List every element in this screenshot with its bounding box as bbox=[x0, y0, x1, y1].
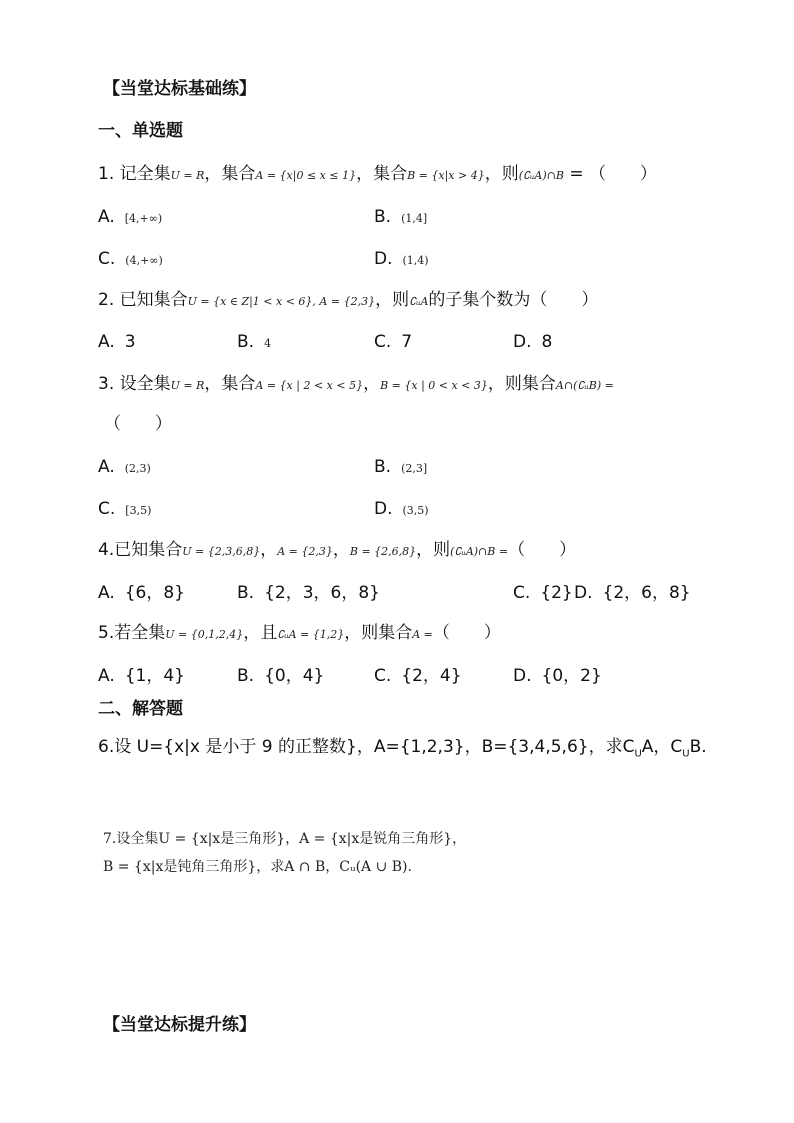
math-expr: A = bbox=[412, 628, 433, 641]
question-7-line-1 bbox=[103, 828, 466, 848]
question-text: ，则 bbox=[375, 290, 410, 310]
q3-option-b[interactable]: B. (2,3] bbox=[374, 457, 428, 477]
q5-option-d[interactable]: D. {0，2} bbox=[513, 666, 602, 686]
question-text: ，且 bbox=[243, 623, 278, 643]
question-3 bbox=[98, 373, 614, 397]
math-expr: U = R bbox=[170, 379, 205, 392]
question-text: ，则 bbox=[484, 164, 519, 184]
math-expr: B = {x|x > 4} bbox=[407, 169, 485, 182]
math-expr: U = {x|x是三角形}，A = {x|x是锐角三角形}， bbox=[158, 831, 467, 847]
q1-option-c[interactable]: C. (4,+∞) bbox=[98, 249, 163, 269]
q3-option-c[interactable]: C. [3,5) bbox=[98, 499, 152, 519]
q5-option-a[interactable]: A. {1，4} bbox=[98, 666, 185, 686]
q2-option-c[interactable]: C. 7 bbox=[374, 332, 413, 352]
question-4 bbox=[98, 539, 576, 563]
math-expr: (∁ᵤA)∩B bbox=[518, 169, 564, 182]
question-5 bbox=[98, 622, 501, 646]
math-expr: A = {x|0 ≤ x ≤ 1} bbox=[255, 169, 357, 182]
question-text: A，C bbox=[641, 737, 683, 757]
question-text: ， bbox=[260, 540, 278, 560]
math-expr: U = R bbox=[170, 169, 205, 182]
question-text: ，则 bbox=[416, 540, 451, 560]
math-expr: A∩(∁ᵤB) = bbox=[555, 379, 614, 392]
question-number: 5. bbox=[98, 623, 115, 643]
math-expr: B = {x | 0 < x < 3} bbox=[380, 379, 488, 392]
question-text: 已知集合 bbox=[119, 290, 188, 310]
question-number: 3. bbox=[98, 374, 115, 394]
q3-option-d[interactable]: D. (3,5) bbox=[374, 499, 429, 519]
question-text: ， bbox=[332, 540, 350, 560]
q4-option-b[interactable]: B. {2，3，6，8} bbox=[237, 583, 380, 603]
question-text: 的子集个数为（ ） bbox=[428, 290, 599, 310]
question-text: 设全集 bbox=[119, 374, 171, 394]
question-text: 7.设全集 bbox=[103, 831, 159, 847]
question-1 bbox=[98, 163, 657, 187]
question-text: 记全集 bbox=[119, 164, 171, 184]
question-text: （ ） bbox=[508, 540, 577, 560]
q4-option-c[interactable]: C. {2} bbox=[513, 583, 573, 603]
subscript: U bbox=[634, 748, 642, 760]
section-header-basic: 【当堂达标基础练】 bbox=[103, 79, 256, 99]
question-text: ，则集合 bbox=[487, 374, 556, 394]
q2-option-b[interactable]: B. 4 bbox=[237, 332, 272, 352]
math-expr: (∁ᵤA)∩B = bbox=[450, 545, 509, 558]
q3-option-a[interactable]: A. (2,3) bbox=[98, 457, 151, 477]
math-expr: ∁ᵤA = {1,2} bbox=[277, 628, 345, 641]
section-header-advanced: 【当堂达标提升练】 bbox=[103, 1015, 256, 1035]
math-expr: U = {x ∈ Z|1 < x < 6}, A = {2,3} bbox=[187, 295, 376, 308]
subscript: U bbox=[682, 748, 690, 760]
math-expr: ∁ᵤA bbox=[409, 295, 429, 308]
part2-title: 二、解答题 bbox=[98, 699, 183, 719]
q1-option-a[interactable]: A. [4,+∞) bbox=[98, 207, 163, 227]
question-number: 2. bbox=[98, 290, 115, 310]
question-text: ，集合 bbox=[356, 164, 408, 184]
q5-option-b[interactable]: B. {0，4} bbox=[237, 666, 325, 686]
question-6 bbox=[98, 736, 707, 765]
math-expr: A = {x | 2 < x < 5} bbox=[255, 379, 364, 392]
question-text: 若全集 bbox=[114, 623, 166, 643]
math-expr: U = {0,1,2,4} bbox=[165, 628, 244, 641]
math-expr: B = {2,6,8} bbox=[349, 545, 417, 558]
question-text: = （ ） bbox=[563, 164, 657, 184]
question-text: B. bbox=[689, 737, 707, 757]
question-2 bbox=[98, 289, 598, 313]
question-number: 4. bbox=[98, 540, 115, 560]
question-text: ，则集合 bbox=[344, 623, 413, 643]
q1-option-d[interactable]: D. (1,4) bbox=[374, 249, 429, 269]
question-text: ，集合 bbox=[204, 374, 256, 394]
q2-option-d[interactable]: D. 8 bbox=[513, 332, 553, 352]
part1-title: 一、单选题 bbox=[98, 121, 183, 141]
q2-option-a[interactable]: A. 3 bbox=[98, 332, 136, 352]
q5-option-c[interactable]: C. {2，4} bbox=[374, 666, 462, 686]
question-text: （ ） bbox=[432, 623, 501, 643]
question-text: 6.设 U={x|x 是小于 9 的正整数}，A={1,2,3}，B={3,4,5,6}，求C bbox=[98, 737, 635, 757]
question-text: ， bbox=[363, 374, 381, 394]
question-text: 已知集合 bbox=[114, 540, 183, 560]
q3-answer-paren: （ ） bbox=[104, 414, 172, 434]
question-text: ，集合 bbox=[204, 164, 256, 184]
q4-option-a[interactable]: A. {6，8} bbox=[98, 583, 185, 603]
question-7-line-2: B = {x|x是钝角三角形}，求A ∩ B，Cᵤ(A ∪ B). bbox=[103, 859, 412, 875]
math-expr: U = {2,3,6,8} bbox=[182, 545, 261, 558]
q4-option-d[interactable]: D. {2，6，8} bbox=[574, 583, 691, 603]
question-number: 1. bbox=[98, 164, 115, 184]
q1-option-b[interactable]: B. (1,4] bbox=[374, 207, 428, 227]
math-expr: A = {2,3} bbox=[277, 545, 333, 558]
